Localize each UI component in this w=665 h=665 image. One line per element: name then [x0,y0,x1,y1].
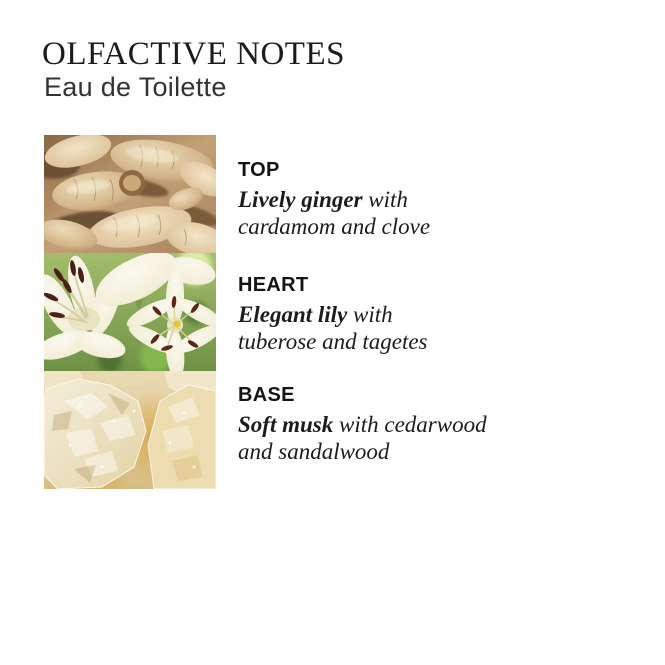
note-block-heart [238,275,568,355]
note-block-top [238,160,568,240]
note-tail-heart: with [347,302,393,327]
note-accent-base: Soft musk [238,412,334,437]
note-line [238,187,408,212]
musk-photo [44,371,216,489]
note-text-heart [238,301,568,355]
note-line2-top: cardamom and clove [238,214,431,239]
note-label-heart: HEART [238,274,309,296]
note-text-top [238,186,568,240]
note-text-base [238,411,568,465]
note-line2-base: and sandalwood [238,439,390,464]
ginger-photo [44,135,216,253]
note-line2-heart: tuberose and tagetes [238,329,428,354]
note-tail-base: with cedarwood [333,412,487,437]
note-tail-top: with [362,187,408,212]
page-subtitle: Eau de Toilette [44,72,227,102]
note-line [238,302,393,327]
note-line [238,412,487,437]
page-title: OLFACTIVE NOTES [42,36,345,72]
note-accent-top: Lively ginger [238,187,363,212]
note-label-base: BASE [238,384,295,406]
note-photo-column [44,135,216,489]
note-accent-heart: Elegant lily [238,302,348,327]
note-label-top: TOP [238,159,280,181]
lily-photo [44,253,216,371]
note-block-base [238,385,568,465]
